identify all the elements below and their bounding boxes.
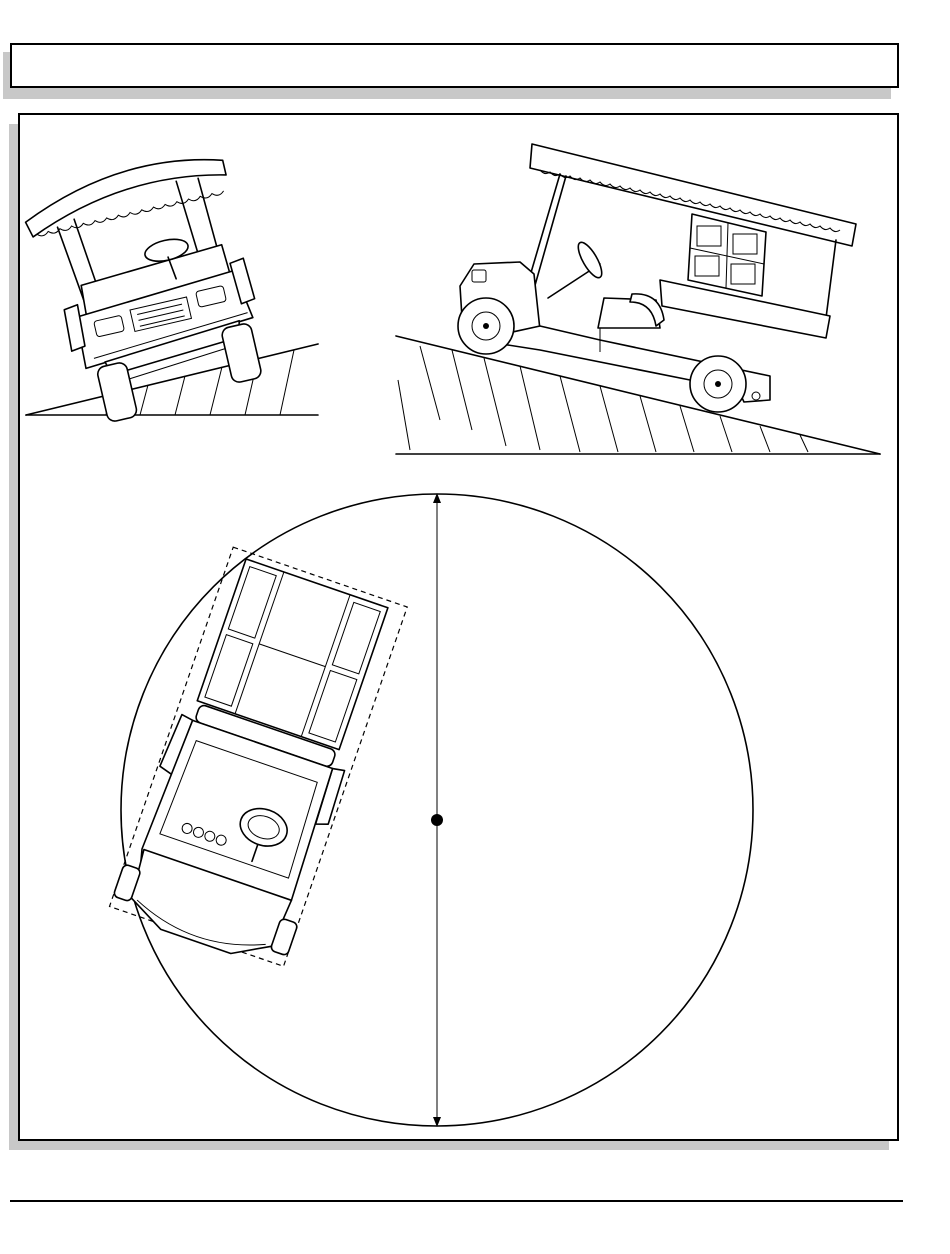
footer-rule bbox=[10, 1200, 903, 1202]
top-view-turning-circle bbox=[108, 493, 753, 1127]
side-view-on-slope bbox=[396, 144, 880, 454]
front-view-on-slope bbox=[19, 149, 318, 431]
top-view-cart bbox=[108, 547, 407, 971]
side-cart bbox=[458, 144, 856, 412]
center-point bbox=[431, 814, 443, 826]
diameter-arrow bbox=[433, 493, 441, 1127]
